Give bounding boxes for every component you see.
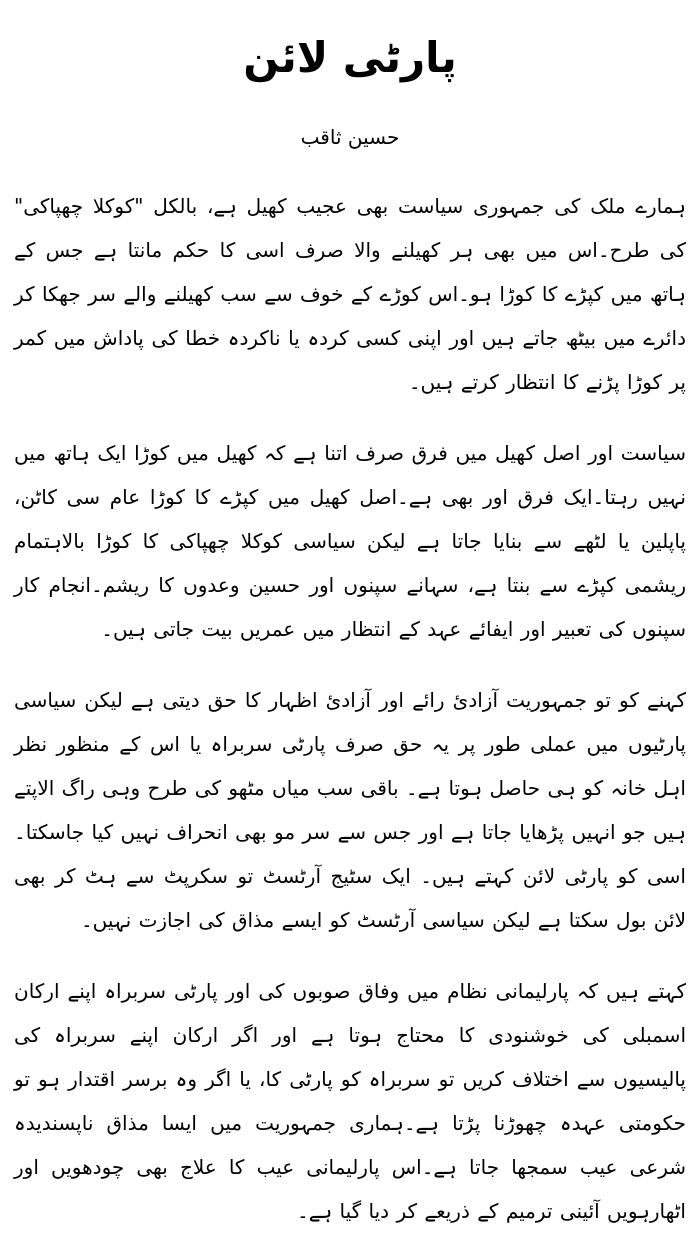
author-byline: حسین ثاقب bbox=[300, 125, 400, 149]
paragraph-3: کہنے کو تو جمہوریت آزادیٔ رائے اور آزادیٔ اظہار کا حق دیتی ہے لیکن سیاسی پارٹیوں میں عملی طور پر یہ حق صرف پارٹی سربراہ یا اس کے منظور نظر اہل خانہ کو ہی حاصل ہوتا ہے۔ باقی سب میاں مٹھو کی طرح وہی راگ الاپتے ہیں جو انہیں پڑھایا جاتا ہے اور جس سے سر مو بھی انحراف نہیں کیا جاسکتا۔اسی کو پارٹی لائن کہتے ہیں۔ ایک سٹیج آرٹسٹ تو سکرپٹ سے ہٹ کر بھی لائن بول سکتا ہے لیکن سیاسی آرٹسٹ کو ایسے مذاق کی اجازت نہیں۔ bbox=[14, 688, 686, 932]
article-title: پارٹی لائن bbox=[243, 33, 457, 82]
article-body bbox=[10, 184, 690, 1233]
paragraph-4: کہتے ہیں کہ پارلیمانی نظام میں وفاق صوبوں کی اور پارٹی سربراہ اپنے ارکان اسمبلی کی خوشنودی کا محتاج ہوتا ہے اور اگر ارکان اپنے سربراہ کی پالیسیوں سے اختلاف کریں تو سربراہ کو پارٹی کا، یا اگر وہ برسر اقتدار ہو تو حکومتی عہدہ چھوڑنا پڑتا ہے۔ہماری جمہوریت میں ایسا مذاق ناپسندیدہ شرعی عیب سمجھا جاتا ہے۔اس پارلیمانی عیب کا علاج بھی چودھویں اور اٹھارہویں آئینی ترمیم کے ذریعے کر دیا گیا ہے۔ bbox=[14, 979, 686, 1223]
paragraph-2: سیاست اور اصل کھیل میں فرق صرف اتنا ہے کہ کھیل میں کوڑا ایک ہاتھ میں نہیں رہتا۔ایک فرق اور بھی ہے۔اصل کھیل میں کپڑے کا کوڑا عام سی کاٹن، پاپلین یا لٹھے سے بنایا جاتا ہے لیکن سیاسی کوکلا چھپاکی کا کوڑا بالاہتمام ریشمی کپڑے سے بنتا ہے، سہانے سپنوں اور حسین وعدوں کا ریشم۔انجام کار سپنوں کی تعبیر اور ایفائے عہد کے انتظار میں عمریں بیت جاتی ہیں۔ bbox=[14, 441, 686, 641]
paragraph-1: ہمارے ملک کی جمہوری سیاست بھی عجیب کھیل ہے، بالکل "کوکلا چھپاکی" کی طرح۔اس میں بھی ہر کھیلنے والا صرف اسی کا حکم مانتا ہے جس کے ہاتھ میں کپڑے کا کوڑا ہو۔اس کوڑے کے خوف سے سب کھیلنے والے سر جھکا کر دائرے میں بیٹھ جاتے ہیں اور اپنی کسی کردہ یا ناکردہ خطا کی پاداش میں کمر پر کوڑا پڑنے کا انتظار کرتے ہیں۔ bbox=[14, 194, 686, 394]
